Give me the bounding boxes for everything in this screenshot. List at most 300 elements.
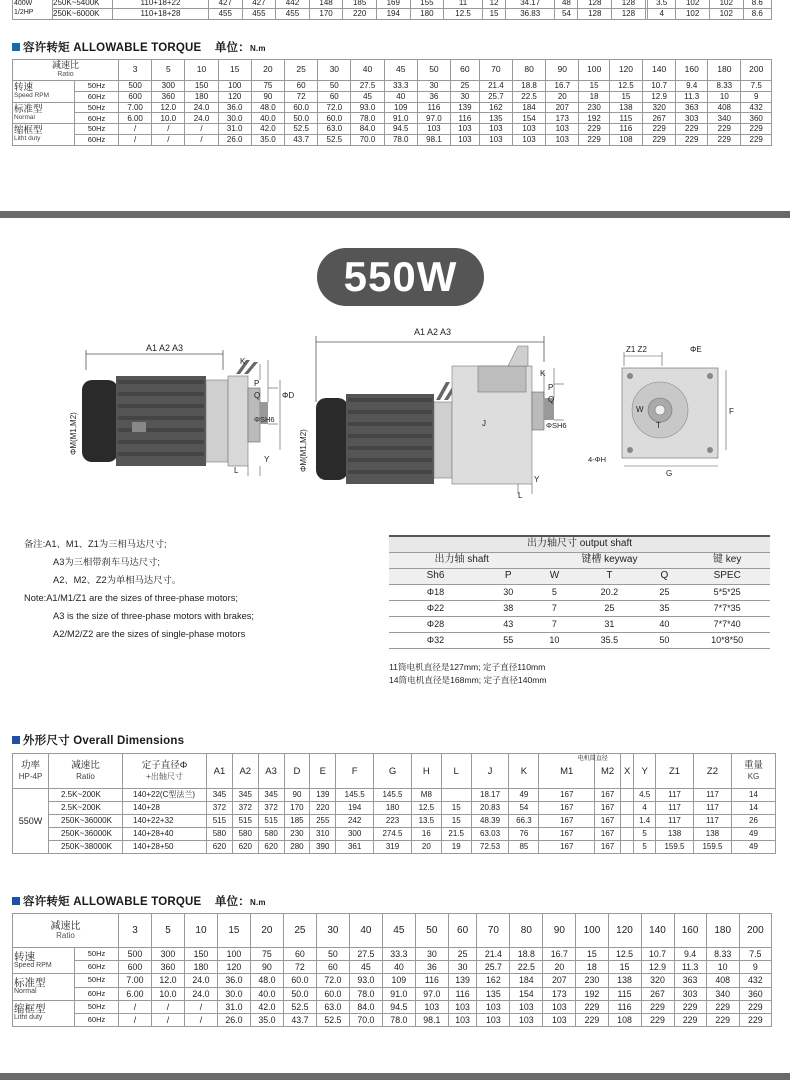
torque-value: / [185, 124, 218, 135]
torque-value: 30.0 [217, 987, 250, 1000]
torque-value: 52.5 [318, 134, 351, 145]
table-row [13, 81, 772, 92]
torque-value: 52.5 [285, 124, 318, 135]
dim-cell: 372 [258, 802, 284, 815]
power-cell [13, 0, 53, 19]
torque-value: 60.0 [318, 113, 351, 124]
ratio-value: 160 [674, 914, 706, 948]
group-name: 缩框型 [14, 125, 43, 137]
torque-value: 91.0 [382, 987, 415, 1000]
table-cell: 34.17 [506, 0, 555, 8]
torque-value: 24.0 [184, 987, 217, 1000]
dim-k-label-2: K [540, 369, 546, 378]
torque-value: 90 [251, 91, 284, 102]
group-name-en: Speed RPM [14, 92, 50, 100]
stator-header-en: +出轴尺寸 [146, 772, 183, 781]
shaft-column-header: Sh6 [389, 568, 482, 584]
torque-title-en-2: ALLOWABLE TORQUE [73, 896, 202, 908]
note-line: Note:A1/M1/Z1 are the sizes of three-phase motors; [24, 593, 238, 603]
ratio-value: 100 [576, 914, 608, 948]
torque-value: 27.5 [351, 81, 384, 92]
dim-cell: 167 [595, 815, 621, 828]
table-row [13, 802, 776, 815]
table-header-row [13, 914, 772, 948]
output-shaft-table [389, 535, 770, 649]
dim-cell: 90 [284, 789, 310, 802]
torque-value: 229 [739, 1000, 771, 1013]
dim-q-label-2: Q [548, 395, 555, 404]
torque-value: 60.0 [283, 974, 316, 987]
torque-value: 120 [217, 961, 250, 974]
torque-value: 229 [708, 124, 741, 135]
torque-value: 229 [708, 134, 741, 145]
torque-value: 300 [152, 81, 185, 92]
group-name: 转速 [14, 82, 34, 94]
weight-header-cn: 重量 [743, 760, 763, 771]
torque-unit: 单位：N.m [214, 42, 266, 54]
table-row [13, 961, 772, 974]
torque-value: 229 [576, 1000, 608, 1013]
torque-value: 10.0 [152, 113, 185, 124]
torque-value: 115 [609, 113, 642, 124]
torque-value: 8.33 [706, 948, 739, 961]
torque-value: 180 [184, 961, 217, 974]
torque-value: 109 [384, 102, 417, 113]
dim-column-header [411, 754, 441, 789]
dim-column-label: A2 [239, 765, 252, 777]
torque-value: 7.00 [119, 974, 152, 987]
dim-f-label: F [729, 407, 734, 416]
torque-value: 162 [477, 974, 510, 987]
dim-cell: 167 [595, 789, 621, 802]
torque-value: 25.7 [477, 961, 510, 974]
stator-header-cn: 定子直径Φ [141, 760, 188, 771]
dim-column-label: Z2 [706, 765, 718, 777]
torque-value: 84.0 [349, 1000, 382, 1013]
dim-cell: 223 [374, 815, 412, 828]
torque-value: 340 [708, 113, 741, 124]
torque-value: 103 [512, 134, 545, 145]
table-cell: 128 [612, 0, 646, 8]
dim-cell: 2.5K~200K [49, 789, 123, 802]
torque-value: 50.0 [285, 113, 318, 124]
dim-column-label: Y [641, 765, 648, 777]
dim-cell: 15 [441, 815, 471, 828]
dim-cell: 167 [539, 841, 595, 854]
torque-value: 60 [318, 91, 351, 102]
torque-value: 363 [674, 974, 706, 987]
torque-value: 36.0 [218, 102, 251, 113]
ratio-value: 50 [417, 60, 450, 81]
torque-value: 300 [151, 948, 184, 961]
torque-value: 103 [477, 1013, 510, 1026]
hz-cell: 60Hz [75, 961, 119, 974]
torque-value: 116 [415, 974, 448, 987]
ratio-header-en: Ratio [76, 772, 95, 781]
dim-cell: 159.5 [693, 841, 731, 854]
torque-value: 35.0 [251, 134, 284, 145]
torque-value: 50.0 [283, 987, 316, 1000]
torque-value: 22.5 [512, 91, 545, 102]
ratio-value: 90 [546, 60, 579, 81]
torque-value: / [184, 1000, 217, 1013]
row-group-label [13, 81, 75, 103]
power-header-en: HP-4P [18, 772, 43, 781]
ratio-value: 200 [741, 60, 772, 81]
torque-value: 12.5 [608, 948, 641, 961]
torque-value: 116 [448, 987, 477, 1000]
dim-cell: 63.03 [471, 828, 509, 841]
dim-cell: 16 [411, 828, 441, 841]
group-name-en: Litht duty [14, 1014, 43, 1022]
torque-value: 360 [741, 113, 772, 124]
weight-header-en: KG [747, 772, 760, 781]
ratio-value: 10 [184, 914, 217, 948]
weight-header [732, 754, 776, 789]
torque-value: 70.0 [349, 1013, 382, 1026]
torque-value: 18 [576, 961, 608, 974]
table-cell: 12.5 [444, 8, 483, 19]
dim-cell: 167 [539, 828, 595, 841]
dim-cell: 167 [539, 789, 595, 802]
ratio-value: 20 [250, 914, 283, 948]
torque-value: 16.7 [546, 81, 579, 92]
table-cell: 180 [410, 8, 444, 19]
dim-cell: 13.5 [411, 815, 441, 828]
dim-cell: M8 [411, 789, 441, 802]
dim-column-label: L [453, 765, 459, 777]
dim-cell: 117 [693, 789, 731, 802]
ratio-value: 200 [739, 914, 771, 948]
torque-value: 7.5 [739, 948, 771, 961]
dim-z-label: Z1 Z2 [626, 345, 647, 354]
dim-y-label: Y [264, 455, 270, 464]
table-cell: 427 [209, 0, 243, 8]
ratio-value: 120 [608, 914, 641, 948]
torque-value: 432 [739, 974, 771, 987]
dim-cell: 117 [656, 815, 694, 828]
ratio-value: 120 [609, 60, 642, 81]
dim-a-label: A1 A2 A3 [146, 343, 184, 353]
table-cell: 102 [676, 8, 710, 19]
shaft-note-line: 14筒电机直径是168mm; 定子直径140mm [389, 675, 547, 685]
torque-value: / [152, 124, 185, 135]
torque-value: 500 [119, 81, 152, 92]
dim-column-label: D [293, 765, 301, 777]
ratio-value: 140 [641, 914, 674, 948]
torque-value: 21.4 [477, 948, 510, 961]
shaft-cell: Φ22 [389, 600, 482, 616]
dim-cell: 145.5 [336, 789, 374, 802]
torque-value: 154 [512, 113, 545, 124]
torque-value: 24.0 [185, 113, 218, 124]
ratio-value: 100 [579, 60, 609, 81]
dim-cell: 14 [732, 802, 776, 815]
power-hp-label: 1/2HP [14, 9, 34, 17]
torque-value: 116 [608, 1000, 641, 1013]
torque-value: 229 [579, 134, 609, 145]
torque-value: 103 [477, 1000, 510, 1013]
dims-title-en: Overall Dimensions [73, 735, 185, 747]
table-cell: 128 [612, 8, 646, 19]
torque-value: 184 [512, 102, 545, 113]
dim-k-label: K [240, 357, 246, 366]
dim-cell: 220 [310, 802, 336, 815]
dim-column-header [232, 754, 258, 789]
torque-value: 11.3 [676, 91, 708, 102]
ratio-value: 70 [477, 914, 510, 948]
torque-value: / [119, 1013, 152, 1026]
table-row [389, 584, 770, 600]
dim-cell: 345 [232, 789, 258, 802]
hz-cell: 50Hz [75, 81, 119, 92]
torque-value: 229 [741, 134, 772, 145]
dim-cell: 1.4 [634, 815, 656, 828]
torque-value: 173 [546, 113, 579, 124]
table-cell: 185 [343, 0, 377, 8]
motor-drawing-middle [296, 322, 586, 500]
dim-cell: 345 [258, 789, 284, 802]
torque-value: 12.0 [151, 974, 184, 987]
dim-cell: 49 [509, 789, 539, 802]
hz-cell: 60Hz [75, 987, 119, 1000]
torque-value: 15 [608, 961, 641, 974]
ratio-value: 90 [543, 914, 576, 948]
table-cell: 455 [242, 8, 276, 19]
keyway-group-header: 键槽 keyway [534, 552, 684, 568]
torque-value: 72.0 [316, 974, 349, 987]
torque-value: 43.7 [283, 1013, 316, 1026]
ratio-value: 30 [316, 914, 349, 948]
torque-value: 30 [415, 948, 448, 961]
torque-value: 229 [641, 1000, 674, 1013]
torque-value: 162 [479, 102, 512, 113]
group-name-en: Litht duty [14, 135, 41, 143]
note-line: A2/M2/Z2 are the sizes of single-phase motors [53, 629, 246, 639]
dim-cell: 620 [258, 841, 284, 854]
shaft-cell: 31 [574, 616, 644, 632]
table-cell: 8.6 [743, 0, 771, 8]
ratio-value: 140 [643, 60, 676, 81]
torque-value: 94.5 [384, 124, 417, 135]
dims-section-title [12, 732, 184, 748]
group-name-en: Normal [14, 113, 35, 121]
torque-section-title-2 [12, 893, 266, 909]
torque-value: 360 [739, 987, 771, 1000]
torque-value: 78.0 [349, 987, 382, 1000]
torque-value: 11.3 [674, 961, 706, 974]
torque-value: / [184, 1013, 217, 1026]
shaft-cell: 35 [644, 600, 684, 616]
dim-cell: 20 [411, 841, 441, 854]
dim-phi-e-label: ΦE [690, 345, 702, 354]
torque-value: 27.5 [349, 948, 382, 961]
torque-value: 48.0 [250, 974, 283, 987]
torque-value: 30 [448, 961, 477, 974]
torque-value: 303 [674, 987, 706, 1000]
torque-value: 25.7 [479, 91, 512, 102]
torque-value: 6.00 [119, 987, 152, 1000]
torque-value: 24.0 [184, 974, 217, 987]
dim-cell: 167 [539, 802, 595, 815]
dim-cell: 85 [509, 841, 539, 854]
dim-l-label-2: L [518, 491, 523, 500]
table-header-row [13, 754, 776, 789]
table-row [13, 124, 772, 135]
torque-value: 35.0 [250, 1013, 283, 1026]
dim-sh6-label-2: ΦSH6 [546, 421, 567, 430]
torque-value: 432 [741, 102, 772, 113]
dim-l-label: L [234, 466, 239, 475]
ratio-value: 5 [151, 914, 184, 948]
shaft-cell: 35.5 [574, 632, 644, 648]
torque-value: 138 [609, 102, 642, 113]
dim-cell: 15 [441, 802, 471, 815]
torque-value: 93.0 [349, 974, 382, 987]
torque-value: 50 [316, 948, 349, 961]
ratio-value: 180 [708, 60, 741, 81]
dim-cell: 138 [693, 828, 731, 841]
torque-value: 229 [643, 124, 676, 135]
shaft-column-header: W [534, 568, 574, 584]
power-cell: 550W [13, 789, 49, 854]
torque-value: 229 [739, 1013, 771, 1026]
torque-value: 98.1 [417, 134, 450, 145]
dim-column-header [207, 754, 233, 789]
dim-cell: 620 [207, 841, 233, 854]
torque-value: 31.0 [218, 124, 251, 135]
torque-value: 60.0 [316, 987, 349, 1000]
dim-cell: 255 [310, 815, 336, 828]
table-cell: 194 [376, 8, 410, 19]
shaft-cell: 25 [574, 600, 644, 616]
ratio-value: 10 [185, 60, 218, 81]
dim-cell: 66.3 [509, 815, 539, 828]
torque-value: 116 [417, 102, 450, 113]
ratio-value: 60 [448, 914, 477, 948]
torque-value: 103 [512, 124, 545, 135]
hz-cell: 50Hz [75, 102, 119, 113]
torque-value: 360 [151, 961, 184, 974]
hz-cell: 50Hz [75, 124, 119, 135]
shaft-cell: 55 [482, 632, 534, 648]
torque-value: 9 [739, 961, 771, 974]
torque-value: 229 [579, 124, 609, 135]
dim-cell: 12.5 [411, 802, 441, 815]
torque-value: 84.0 [351, 124, 384, 135]
table-cell: 12 [482, 0, 505, 8]
section-divider-bottom [0, 1073, 790, 1080]
torque-value: 320 [641, 974, 674, 987]
torque-value: 108 [609, 134, 642, 145]
torque-value: 15 [576, 948, 608, 961]
torque-value: 500 [119, 948, 152, 961]
dim-cell: 19 [441, 841, 471, 854]
dim-cell: 54 [509, 802, 539, 815]
torque-value: 48.0 [251, 102, 284, 113]
dim-column-header [634, 754, 656, 789]
group-name: 标准型 [14, 103, 43, 115]
torque-value: 320 [643, 102, 676, 113]
torque-value: / [119, 1000, 152, 1013]
dim-cell [441, 789, 471, 802]
torque-value: 45 [351, 91, 384, 102]
dim-cell: 319 [374, 841, 412, 854]
torque-value: 42.0 [250, 1000, 283, 1013]
table-row [13, 0, 772, 8]
torque-value: 45 [349, 961, 382, 974]
table-cell: 102 [709, 8, 743, 19]
dim-cell: 372 [232, 802, 258, 815]
torque-value: 91.0 [384, 113, 417, 124]
torque-value: 139 [451, 102, 480, 113]
dim-phi-d-label: ΦD [282, 391, 295, 400]
ratio-value: 25 [285, 60, 318, 81]
torque-value: 109 [382, 974, 415, 987]
table-cell: 220 [343, 8, 377, 19]
ratio-label: 减速比 [50, 920, 81, 932]
torque-value: 75 [251, 81, 284, 92]
torque-value: 267 [643, 113, 676, 124]
ratio-value: 30 [318, 60, 351, 81]
torque-value: 139 [448, 974, 477, 987]
torque-value: 303 [676, 113, 708, 124]
hz-cell: 60Hz [75, 113, 119, 124]
section-square-icon [12, 897, 20, 905]
dim-cell: 194 [336, 802, 374, 815]
table-row [389, 616, 770, 632]
shaft-cell: 7*7*40 [684, 616, 770, 632]
torque-value: 60.0 [285, 102, 318, 113]
torque-value: / [119, 134, 152, 145]
dim-column-header [441, 754, 471, 789]
dim-cell: 159.5 [656, 841, 694, 854]
dim-cell: 138 [656, 828, 694, 841]
torque-value: 36.0 [217, 974, 250, 987]
torque-value: 229 [641, 1013, 674, 1026]
torque-value: 150 [184, 948, 217, 961]
torque-value: 229 [706, 1013, 739, 1026]
torque-value: 9.4 [676, 81, 708, 92]
torque-value: 78.0 [382, 1013, 415, 1026]
hz-cell: 50Hz [75, 974, 119, 987]
shaft-cell: 5*5*25 [684, 584, 770, 600]
torque-value: 229 [576, 1013, 608, 1026]
shaft-cell: 40 [644, 616, 684, 632]
ratio-value: 40 [349, 914, 382, 948]
table-row [13, 1013, 772, 1026]
torque-value: 267 [641, 987, 674, 1000]
torque-value: 192 [576, 987, 608, 1000]
dim-cell: 26 [732, 815, 776, 828]
dim-cell [621, 789, 634, 802]
torque-value: 26.0 [218, 134, 251, 145]
dim-cell: 310 [310, 828, 336, 841]
torque-title-cn: 容许转矩 [23, 42, 70, 54]
dim-column-header [374, 754, 412, 789]
torque-value: 78.0 [351, 113, 384, 124]
torque-value: 173 [543, 987, 576, 1000]
dim-cell: 20.83 [471, 802, 509, 815]
ratio-value: 25 [283, 914, 316, 948]
torque-value: 154 [510, 987, 543, 1000]
shaft-cell: 38 [482, 600, 534, 616]
dim-cell: 167 [595, 828, 621, 841]
dim-cell: 345 [207, 789, 233, 802]
torque-value: 70.0 [351, 134, 384, 145]
torque-value: 60 [283, 948, 316, 961]
dim-cell: 117 [656, 802, 694, 815]
